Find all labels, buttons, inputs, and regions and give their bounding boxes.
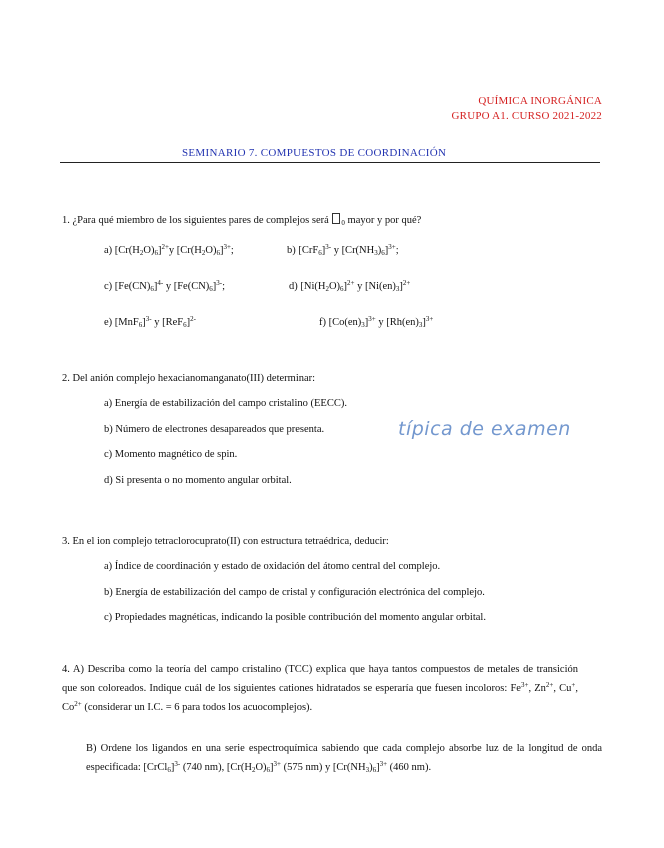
title-divider xyxy=(60,162,600,163)
q1-prompt-end: mayor y por qué? xyxy=(344,215,422,226)
q1-a-label: a) xyxy=(104,245,113,256)
q1-e-label: e) xyxy=(104,317,113,328)
q4b-nm3: (460 nm). xyxy=(389,762,432,773)
q4a-text-end: (considerar un I.C. = 6 para todos los acuocomplejos). xyxy=(84,702,313,713)
question-3-prompt: 3. En el ion complejo tetraclorocuprato(II) con estructura tetraédrica, deducir: xyxy=(62,536,389,547)
q1-item-c: c) $[Fe(CN)_6]^{4-}$ y $[Fe(CN)_6]^{3-}$; xyxy=(104,279,226,293)
question-2-prompt: 2. Del anión complejo hexacianomanganato(III) determinar: xyxy=(62,373,316,384)
q2-item-a: a) Energía de estabilización del campo cristalino (EECC). xyxy=(104,398,347,409)
q2-item-d: d) Si presenta o no momento angular orbital. xyxy=(104,475,292,486)
q2-item-c: c) Momento magnético de spin. xyxy=(104,449,238,460)
q1-item-e: e) $[MnF_6]^{3-}$ y $[ReF_6]^{2-}$ xyxy=(104,315,196,329)
q1-item-a: a) $[Cr(H_2O)_6]^{2+}y$ $[Cr(H_2O)_6]^{3+}$; xyxy=(104,243,234,257)
q4b-nm2: (575 nm) y xyxy=(283,762,331,773)
q1-prompt-start: 1. ¿Para qué miembro de los siguientes pares de complejos será xyxy=(62,215,332,226)
q1-item-f: f) $[Co(en)_3]^{3+}$ y $[Rh(en)_3]^{3+}$ xyxy=(319,315,434,329)
subject-title: QUÍMICA INORGÁNICA xyxy=(478,95,602,107)
handwritten-note: típica de examen xyxy=(398,418,571,440)
q2-item-b: b) Número de electrones desapareados que presenta. xyxy=(104,424,325,435)
delta-symbol xyxy=(332,213,340,224)
q4b-text: B) Ordene los ligandos en una serie espectroquímica sabiendo que cada complejo absorbe luz de la longitud de onda especificada: xyxy=(86,743,602,773)
q1-item-b: b) $[CrF_6]^{3-}$ y $[Cr(NH_3)_6]^{3+}$; xyxy=(287,243,399,257)
q1-prompt-sub: 0 xyxy=(341,219,345,227)
q1-f-label: f) xyxy=(319,317,326,328)
q4b-nm1: (740 nm), xyxy=(182,762,225,773)
q4a-text: 4. A) Describa como la teoría del campo cristalino (TCC) explica que haya tantos compuestos de metales de transición que son coloreados. Indique cuál de los siguientes cationes hidratados se esperaría que fuesen incoloros: Fe xyxy=(62,664,578,694)
q3-item-a: a) Índice de coordinación y estado de oxidación del átomo central del complejo. xyxy=(104,561,441,572)
question-4a: 4. A) Describa como la teoría del campo cristalino (TCC) explica que haya tantos compuestos de metales de transición que son coloreados. Indique cuál de los siguientes cationes hidratados se esperaría que fuesen incoloros: $Fe^{3+}$, $Zn^{2+}$, Cu+, $Co^{2+}$ (considerar un I.C. = 6 para todos los acuocomplejos). xyxy=(62,664,578,713)
course-line: GRUPO A1. CURSO 2021-2022 xyxy=(451,110,602,122)
seminar-title: SEMINARIO 7. COMPUESTOS DE COORDINACIÓN xyxy=(182,147,447,159)
q1-item-d: d) $[Ni(H_2O)_6]^{2+}$ y $[Ni(en)_3]^{2+}$ xyxy=(289,279,411,293)
q3-item-b: b) Energía de estabilización del campo de cristal y configuración electrónica del complejo. xyxy=(104,587,485,598)
q1-d-label: d) xyxy=(289,281,298,292)
q3-item-c: c) Propiedades magnéticas, indicando la posible contribución del momento angular orbital. xyxy=(104,612,486,623)
q1-c-label: c) xyxy=(104,281,113,292)
question-1-prompt xyxy=(62,213,421,226)
question-4b: B) Ordene los ligandos en una serie espectroquímica sabiendo que cada complejo absorbe luz de la longitud de onda especificada: [CrCl$_6$]$^{3-}$ (740 nm), $[Cr(H_2O)_6]^{3+}$ (575 nm) y $[Cr(NH_3)_6]^{3+}$ (460 nm). xyxy=(86,743,602,774)
q1-b-label: b) xyxy=(287,245,296,256)
